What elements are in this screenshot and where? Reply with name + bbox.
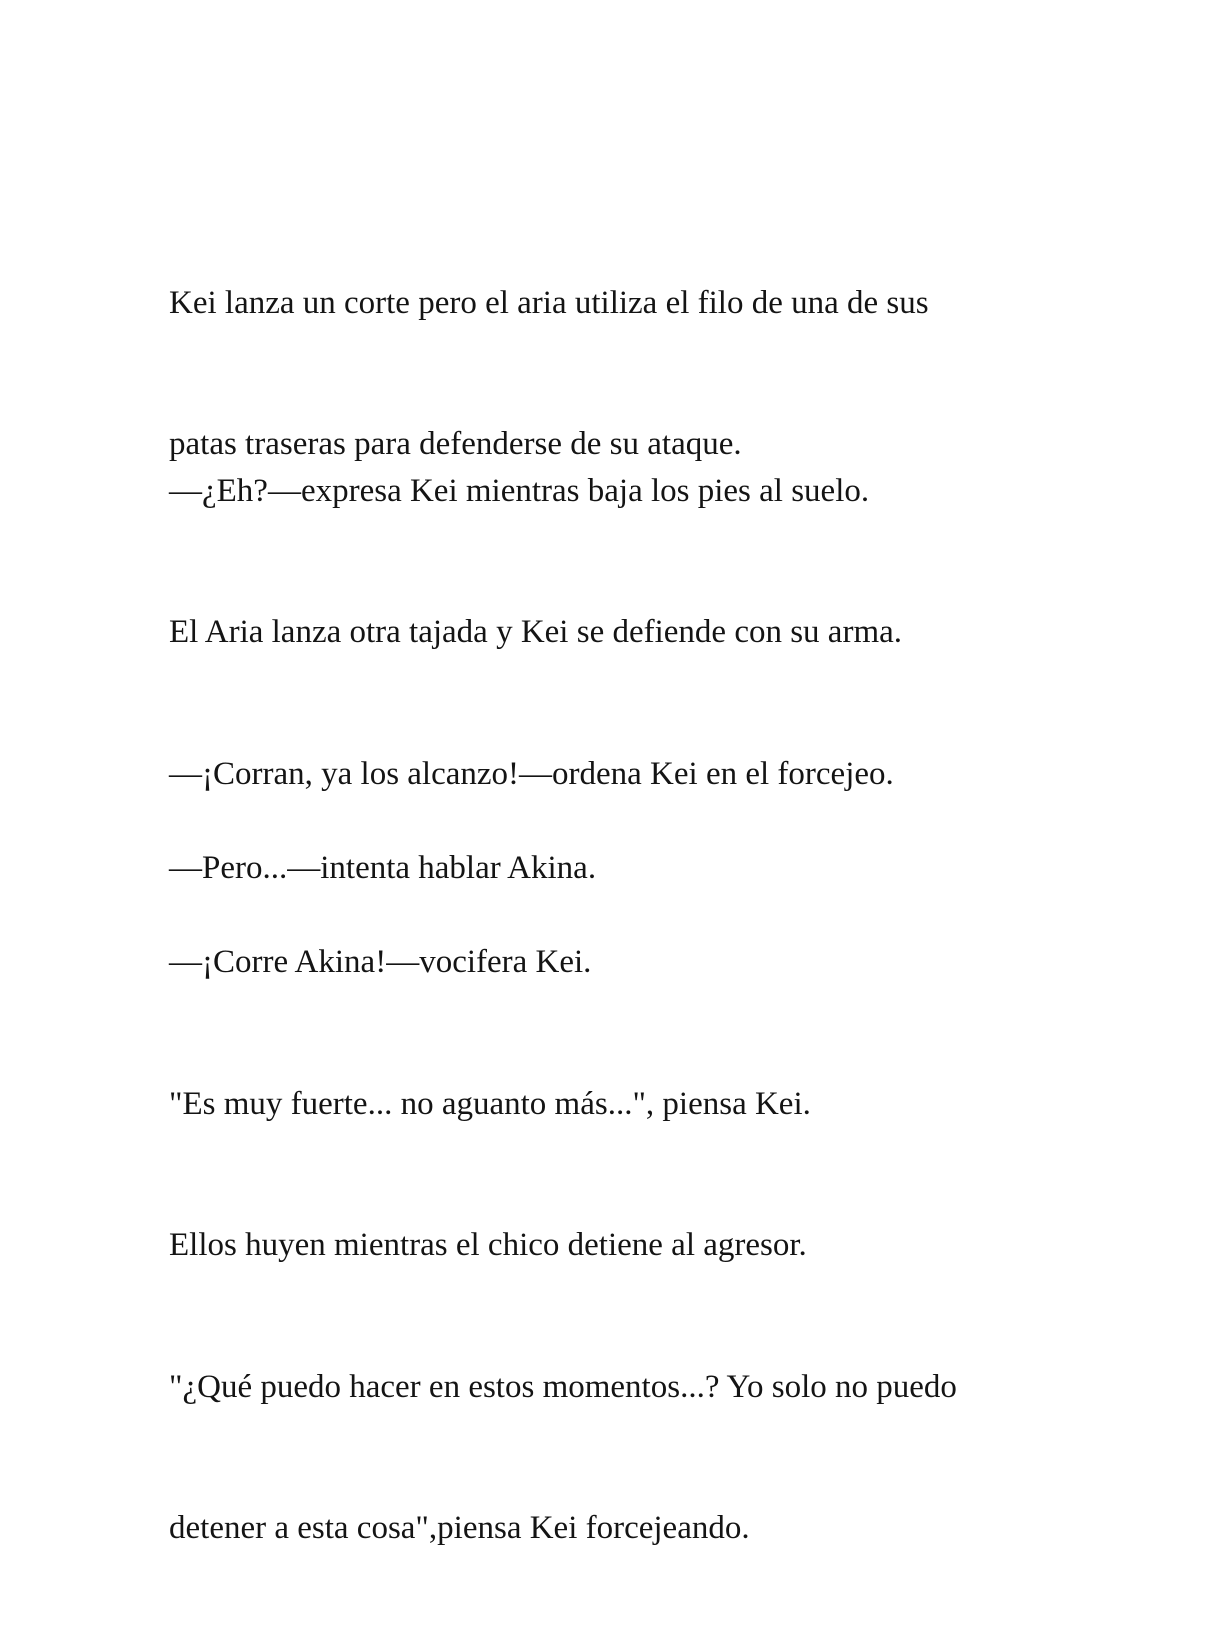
text-line: El Aria lanza otra tajada y Kei se defiende con su arma.: [169, 614, 903, 650]
text-line: Ellos huyen mientras el chico detiene al agresor.: [169, 1227, 807, 1263]
text-line: —Pero...—intenta hablar Akina.: [169, 850, 597, 886]
text-line: patas traseras para defenderse de su ataque.: [169, 426, 742, 462]
paragraph-thought-2: [169, 1270, 1069, 1646]
text-line: —¿Eh?—expresa Kei mientras baja los pies al suelo.: [169, 473, 870, 509]
text-line: Kei lanza un corte pero el aria utiliza el filo de una de sus: [169, 285, 929, 321]
text-line: —¡Corran, ya los alcanzo!—ordena Kei en el forcejeo.: [169, 756, 894, 792]
text-line: detener a esta cosa",piensa Kei forcejeando.: [169, 1510, 750, 1546]
text-line: "¿Qué puedo hacer en estos momentos...? Yo solo no puedo: [169, 1369, 957, 1405]
text-line: —¡Corre Akina!—vocifera Kei.: [169, 944, 592, 980]
text-line: "Es muy fuerte... no aguanto más...", piensa Kei.: [169, 1086, 811, 1122]
